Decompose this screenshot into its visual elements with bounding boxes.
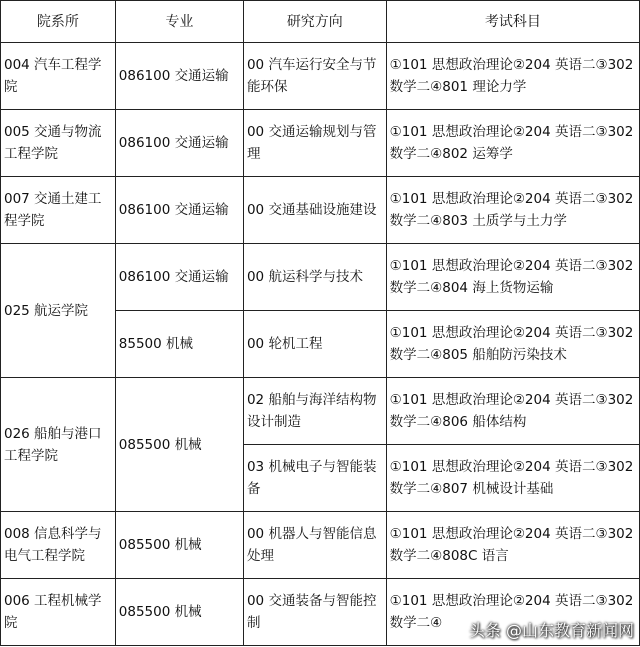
department-cell: 006 工程机械学院 [1, 579, 116, 646]
header-department: 院系所 [1, 1, 116, 43]
direction-cell: 00 交通基础设施建设 [243, 177, 386, 244]
major-cell: 85500 机械 [115, 311, 243, 378]
direction-cell: 00 交通运输规划与管理 [243, 110, 386, 177]
subjects-cell: ①101 思想政治理论②204 英语二③302 数学二④801 理论力学 [386, 43, 639, 110]
subjects-cell: ①101 思想政治理论②204 英语二③302 数学二④805 船舶防污染技术 [386, 311, 639, 378]
table-row [1, 110, 640, 177]
subjects-cell: ①101 思想政治理论②204 英语二③302 数学二④802 运筹学 [386, 110, 639, 177]
direction-cell: 03 机械电子与智能装备 [243, 445, 386, 512]
table-row [1, 378, 640, 445]
department-cell: 004 汽车工程学院 [1, 43, 116, 110]
subjects-cell: ①101 思想政治理论②204 英语二③302 数学二④807 机械设计基础 [386, 445, 639, 512]
major-cell: 086100 交通运输 [115, 177, 243, 244]
department-cell: 008 信息科学与电气工程学院 [1, 512, 116, 579]
major-cell: 085500 机械 [115, 378, 243, 512]
department-cell: 007 交通土建工程学院 [1, 177, 116, 244]
direction-cell: 00 轮机工程 [243, 311, 386, 378]
direction-cell: 02 船舶与海洋结构物设计制造 [243, 378, 386, 445]
subjects-cell: ①101 思想政治理论②204 英语二③302 数学二④ [386, 579, 639, 646]
major-cell: 086100 交通运输 [115, 43, 243, 110]
table-row [1, 244, 640, 311]
source-watermark: 头条 @山东教育新闻网 [468, 621, 634, 640]
subjects-cell: ①101 思想政治理论②204 英语二③302 数学二④804 海上货物运输 [386, 244, 639, 311]
department-cell: 026 船舶与港口工程学院 [1, 378, 116, 512]
major-cell: 086100 交通运输 [115, 244, 243, 311]
table-row [1, 43, 640, 110]
header-research-direction: 研究方向 [243, 1, 386, 43]
direction-cell: 00 汽车运行安全与节能环保 [243, 43, 386, 110]
major-cell: 086100 交通运输 [115, 110, 243, 177]
subjects-cell: ①101 思想政治理论②204 英语二③302 数学二④803 土质学与土力学 [386, 177, 639, 244]
major-cell: 085500 机械 [115, 579, 243, 646]
department-cell: 005 交通与物流工程学院 [1, 110, 116, 177]
header-major: 专业 [115, 1, 243, 43]
subjects-cell: ①101 思想政治理论②204 英语二③302 数学二④806 船体结构 [386, 378, 639, 445]
table-row [1, 512, 640, 579]
table-row [1, 177, 640, 244]
direction-cell: 00 机器人与智能信息处理 [243, 512, 386, 579]
direction-cell: 00 航运科学与技术 [243, 244, 386, 311]
major-cell: 085500 机械 [115, 512, 243, 579]
subjects-cell: ①101 思想政治理论②204 英语二③302 数学二④808C 语言 [386, 512, 639, 579]
header-exam-subjects: 考试科目 [386, 1, 639, 43]
department-cell: 025 航运学院 [1, 244, 116, 378]
header-row [1, 1, 640, 43]
direction-cell: 00 交通装备与智能控制 [243, 579, 386, 646]
